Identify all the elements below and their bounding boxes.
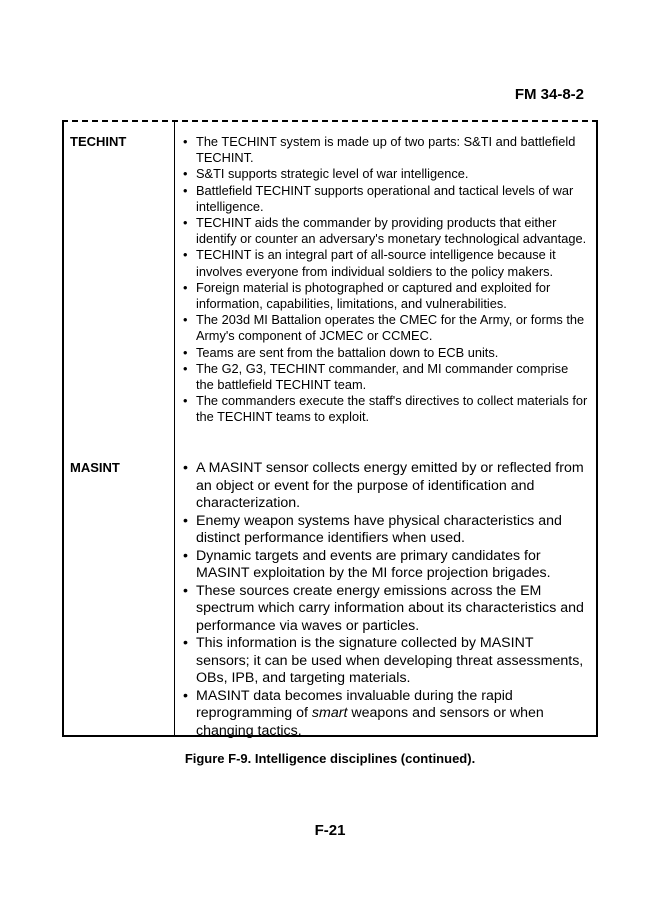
row-label-techint: TECHINT: [70, 134, 127, 149]
document-id: FM 34-8-2: [514, 86, 584, 103]
list-item-text: weapons and sensors or when changing tactics.: [196, 705, 544, 739]
list-item: • Foreign material is photographed or captured and exploited for information, capabilities, limitations, and vulnerabilities.: [182, 280, 588, 312]
page-number: F-21: [314, 822, 346, 839]
column-divider: [174, 122, 175, 735]
list-item: [182, 688, 588, 741]
list-item: • TECHINT is an integral part of all-source intelligence because it involves everyone from individual soldiers to the policy makers.: [182, 247, 588, 279]
techint-bullet-list: [182, 134, 588, 426]
list-item: • This information is the signature collected by MASINT sensors; it can be used when developing threat assessments, OBs, IPB, and targeting materials.: [182, 635, 588, 688]
list-item: • Battlefield TECHINT supports operational and tactical levels of war intelligence.: [182, 183, 588, 215]
figure-caption: Figure F-9. Intelligence disciplines (continued).: [184, 751, 476, 766]
list-item: • TECHINT aids the commander by providing products that either identify or counter an adversary's monetary technological advantage.: [182, 215, 588, 247]
list-item: • Enemy weapon systems have physical characteristics and distinct performance identifiers when used.: [182, 513, 588, 548]
list-item: • The 203d MI Battalion operates the CMEC for the Army, or forms the Army's component of JCMEC or CCMEC.: [182, 312, 588, 344]
emphasis-smart: smart: [311, 705, 348, 721]
list-item: • The G2, G3, TECHINT commander, and MI commander comprise the battlefield TECHINT team.: [182, 361, 588, 393]
list-item: • The TECHINT system is made up of two parts: S&TI and battlefield TECHINT.: [182, 134, 588, 166]
list-item: • Teams are sent from the battalion down to ECB units.: [182, 345, 588, 361]
list-item: • A MASINT sensor collects energy emitted by or reflected from an object or event for the purpose of identification and characterization.: [182, 460, 588, 513]
masint-bullet-list: [182, 460, 588, 740]
list-item: • These sources create energy emissions across the EM spectrum which carry information about its characteristics and performance via waves or particles.: [182, 583, 588, 636]
row-label-masint: MASINT: [70, 460, 120, 475]
list-item: • S&TI supports strategic level of war intelligence.: [182, 166, 588, 182]
intelligence-disciplines-table: [62, 120, 598, 737]
list-item: • Dynamic targets and events are primary candidates for MASINT exploitation by the MI force projection brigades.: [182, 548, 588, 583]
list-item-text: MASINT data becomes invaluable during the rapid reprogramming of: [196, 687, 513, 721]
list-item: • The commanders execute the staff's directives to collect materials for the TECHINT teams to exploit.: [182, 393, 588, 425]
